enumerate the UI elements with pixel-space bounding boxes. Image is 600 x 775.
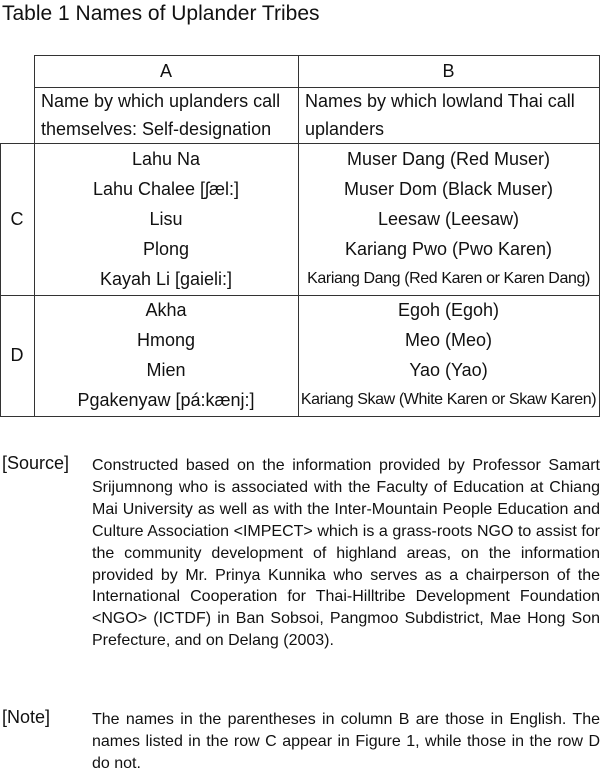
table-cell-a: Lahu Na: [131, 149, 201, 169]
table-cell-b: Egoh (Egoh): [397, 300, 500, 320]
table-cell-b: Kariang Skaw (White Karen or Skaw Karen): [300, 391, 597, 408]
table-cell-b: Kariang Dang (Red Karen or Karen Dang): [307, 270, 590, 287]
table-cell-a: Mien: [146, 360, 186, 380]
table-title: Table 1 Names of Uplander Tribes: [2, 2, 320, 25]
table-cell-b: Kariang Pwo (Pwo Karen): [344, 239, 553, 259]
note-text: The names in the parentheses in column B are those in English. The names listed in the row C appear in Figure 1, while those in the row D do not.: [92, 711, 600, 772]
table-cell-b: Muser Dang (Red Muser): [346, 149, 551, 169]
column-a-description-line-1: Name by which uplanders call: [41, 91, 281, 111]
group-d-label: D: [10, 345, 24, 365]
uplander-tribes-table: [0, 55, 600, 417]
group-c-label: C: [10, 209, 24, 229]
table-cell-b: Leesaw (Leesaw): [377, 209, 520, 229]
table-cell-a: Akha: [145, 300, 187, 320]
table-cell-a: Lahu Chalee [ʃæl:]: [92, 179, 240, 199]
table-cell-a: Hmong: [136, 330, 196, 350]
column-b-label: B: [442, 61, 455, 81]
table-cell-a: Plong: [142, 239, 190, 259]
table-cell-a: Kayah Li [gaieli:]: [99, 269, 233, 289]
table-cell-b: Muser Dom (Black Muser): [343, 179, 554, 199]
column-a-label: A: [159, 61, 172, 81]
table-cell-a: Pgakenyaw [pá:kænj:]: [77, 390, 255, 410]
note-label: [Note]: [2, 707, 51, 727]
rule-bottom: [0, 416, 600, 417]
source-text: Constructed based on the information provided by Professor Samart Srijumnong who is associated with the Faculty of Education at Chiang Mai University as well as with the Inter-Mountain People Education and Culture Association <IMPECT> which is a grass-roots NGO to assist for the community development of highland areas, on the information provided by Mr. Prinya Kunnika who serves as a chairperson of the International Cooperation for Thai-Hilltribe Development Foundation <NGO> (ICTDF) in Ban Sobsoi, Pangmoo Subdistrict, Mae Hong Son Prefecture, and on Delang (2003).: [92, 457, 600, 650]
table-cell-b: Yao (Yao): [409, 360, 488, 380]
column-b-description-line-2: uplanders: [305, 119, 385, 139]
source-label: [Source]: [2, 453, 70, 473]
rule-left-outer: [0, 143, 1, 417]
table-cell-b: Meo (Meo): [404, 330, 493, 350]
column-a-description-line-2: themselves: Self-designation: [41, 119, 272, 139]
column-b-description-line-1: Names by which lowland Thai call: [305, 91, 575, 111]
table-cell-a: Lisu: [149, 209, 183, 229]
